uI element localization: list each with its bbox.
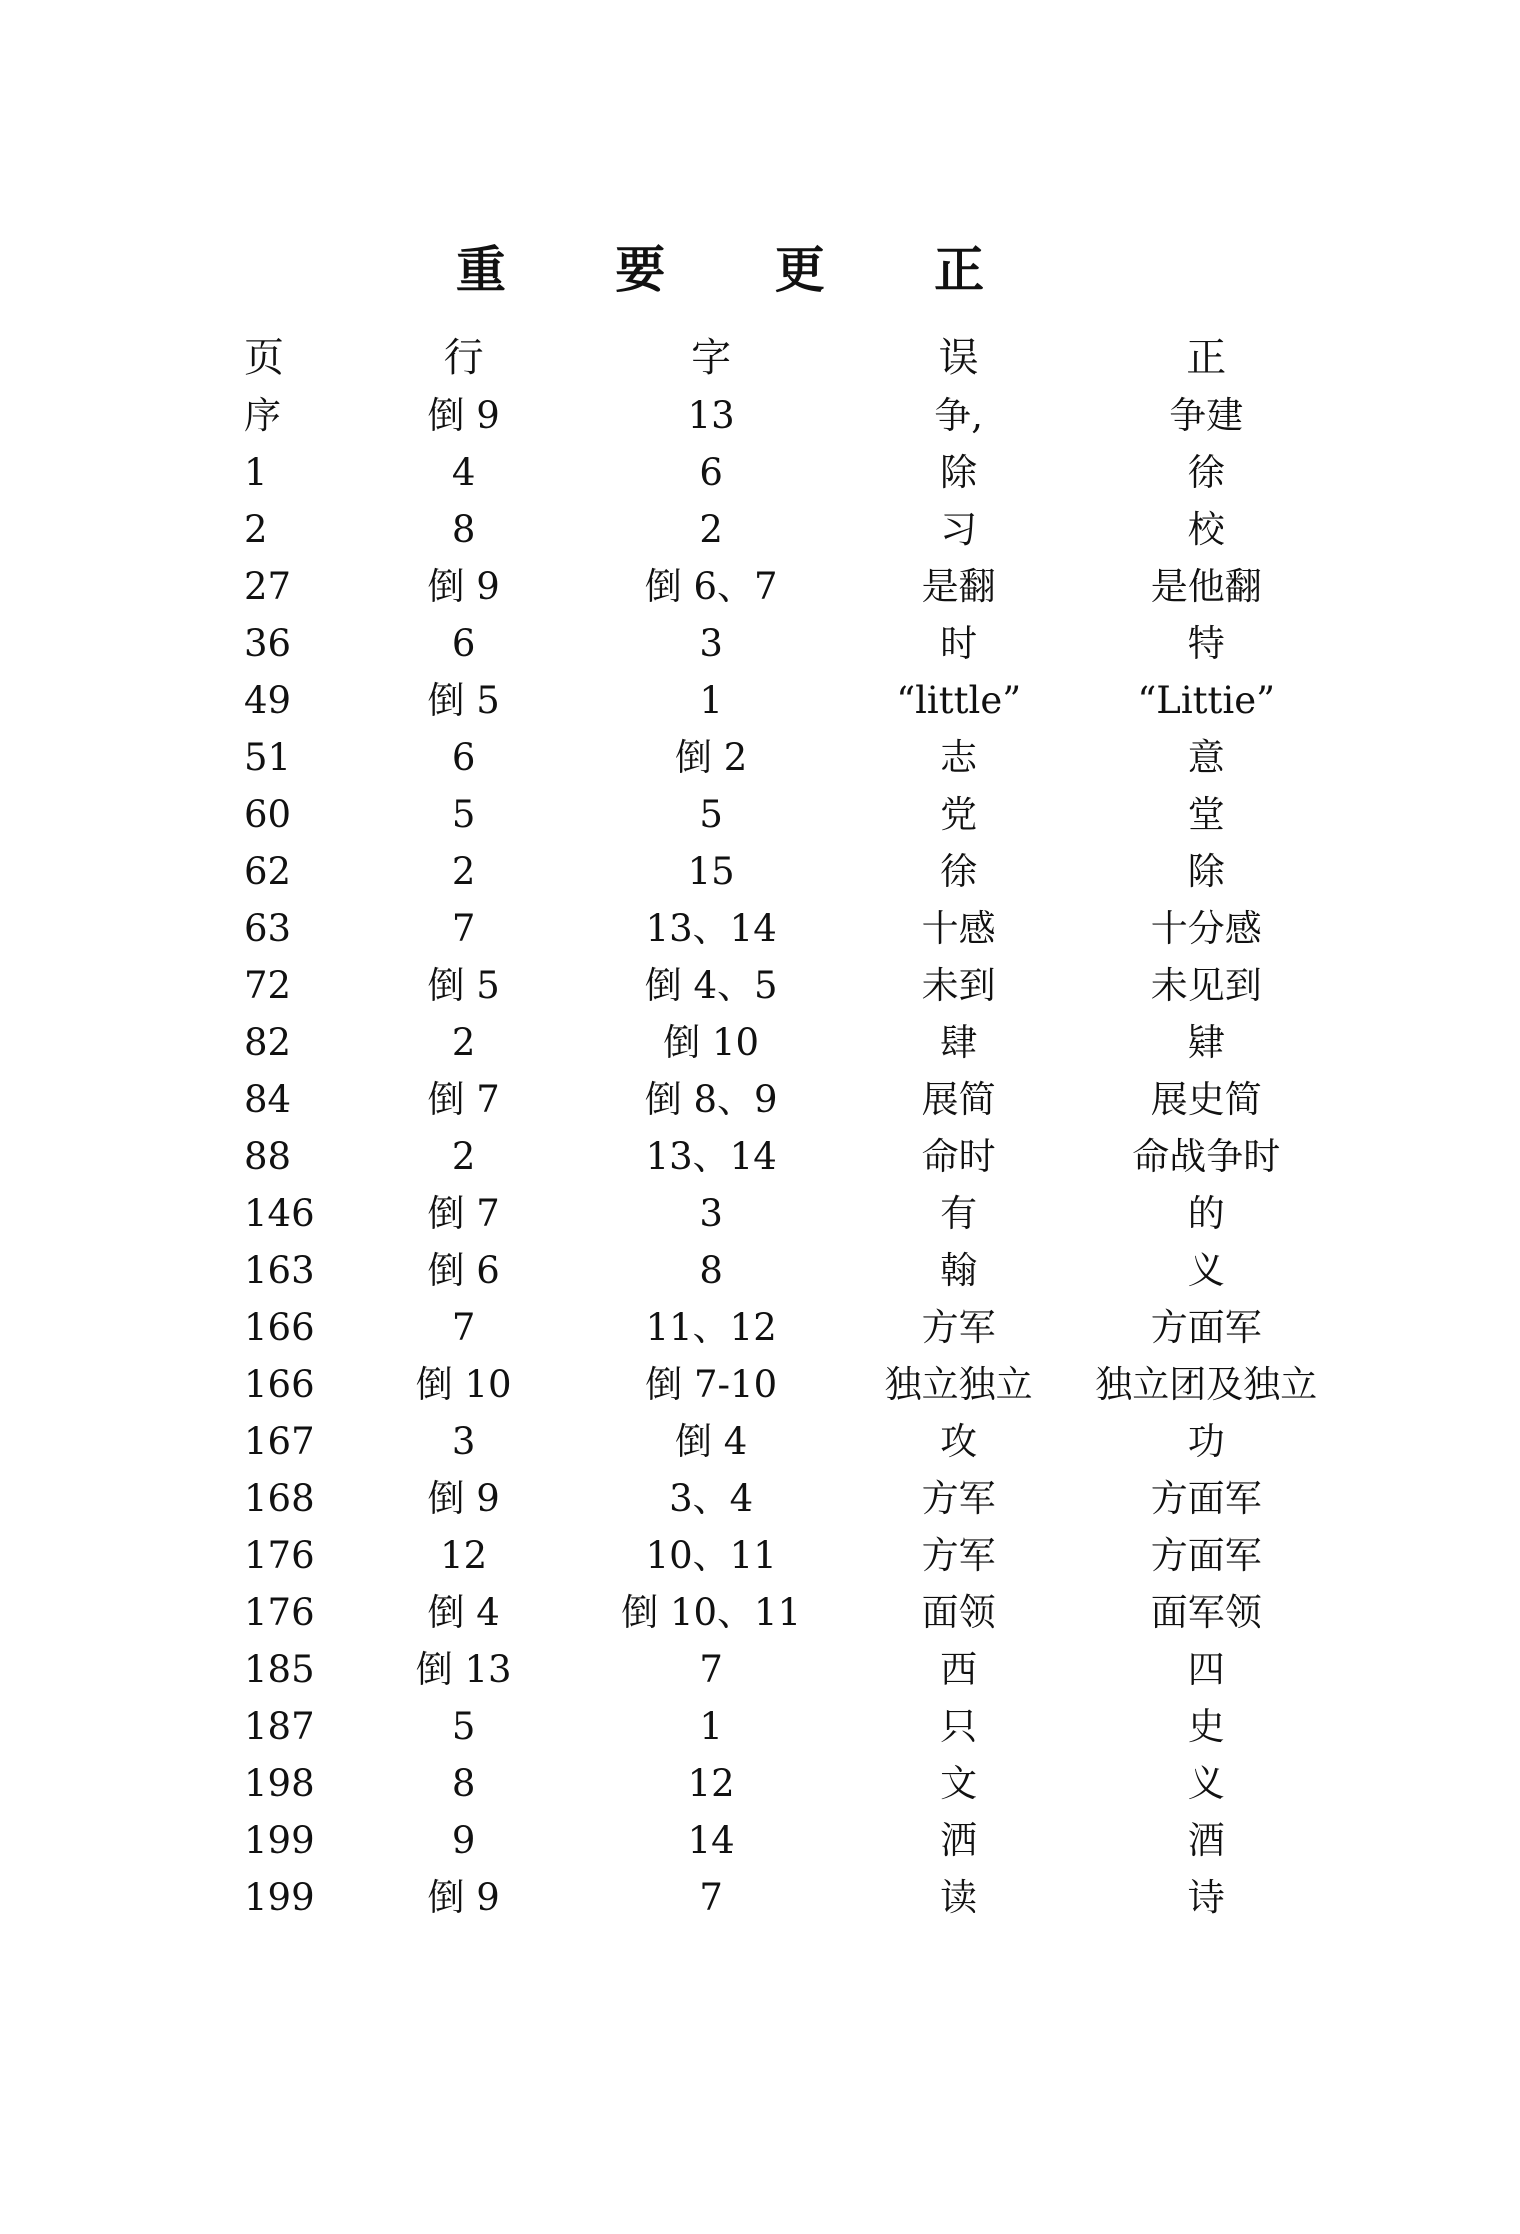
cell-char: 5 <box>699 793 723 836</box>
cell-line: 倒 13 <box>415 1648 512 1691</box>
cell-wrong: “little” <box>896 679 1022 722</box>
cell-right: 四 <box>1187 1648 1225 1691</box>
cell-right: 校 <box>1187 508 1225 551</box>
cell-page: 36 <box>244 622 292 665</box>
cell-wrong: 党 <box>940 793 978 836</box>
cell-right: 的 <box>1187 1192 1225 1235</box>
table-row <box>200 1242 1330 1299</box>
cell-char: 10、11 <box>645 1534 777 1577</box>
table-row <box>200 1356 1330 1413</box>
header-page: 页 <box>244 335 284 381</box>
cell-wrong: 未到 <box>921 964 996 1007</box>
table-row <box>200 843 1330 900</box>
cell-wrong: 展简 <box>921 1078 996 1121</box>
cell-char: 倒 4 <box>675 1420 748 1463</box>
cell-wrong: 独立独立 <box>884 1363 1033 1406</box>
cell-char: 13 <box>687 394 735 437</box>
cell-char: 倒 4、5 <box>644 964 778 1007</box>
cell-wrong: 十感 <box>921 907 996 950</box>
cell-char: 12 <box>687 1762 735 1805</box>
cell-page: 168 <box>244 1477 315 1520</box>
cell-line: 倒 9 <box>427 1477 500 1520</box>
cell-wrong: 习 <box>940 508 978 551</box>
cell-line: 8 <box>451 508 476 551</box>
cell-line: 倒 6 <box>427 1249 500 1292</box>
cell-char: 15 <box>687 850 735 893</box>
cell-line: 倒 9 <box>427 565 500 608</box>
cell-line: 7 <box>451 1306 476 1349</box>
cell-wrong: 方军 <box>921 1534 996 1577</box>
cell-right: 意 <box>1187 736 1225 779</box>
cell-page: 199 <box>244 1876 315 1919</box>
cell-wrong: 读 <box>940 1876 978 1919</box>
cell-char: 6 <box>699 451 723 494</box>
cell-page: 72 <box>244 964 292 1007</box>
cell-line: 5 <box>451 1705 476 1748</box>
cell-wrong: 西 <box>940 1648 978 1691</box>
cell-char: 3 <box>699 1192 723 1235</box>
cell-page: 163 <box>244 1249 315 1292</box>
cell-char: 2 <box>699 508 723 551</box>
cell-char: 13、14 <box>645 907 777 950</box>
cell-char: 14 <box>687 1819 735 1862</box>
cell-wrong: 翰 <box>940 1249 978 1292</box>
cell-char: 7 <box>699 1876 723 1919</box>
cell-page: 176 <box>244 1591 315 1634</box>
cell-page: 49 <box>244 679 292 722</box>
cell-page: 2 <box>244 508 268 551</box>
table-row <box>200 558 1330 615</box>
cell-right: 史 <box>1187 1705 1225 1748</box>
header-right: 正 <box>1186 335 1227 381</box>
cell-right: 未见到 <box>1150 964 1262 1007</box>
table-row <box>200 1128 1330 1185</box>
errata-table-body <box>200 387 1330 1926</box>
table-row <box>200 1299 1330 1356</box>
page-title: 重 要 更 正 <box>455 240 1031 299</box>
table-row <box>200 444 1330 501</box>
cell-char: 3 <box>699 622 723 665</box>
cell-line: 6 <box>451 736 476 779</box>
cell-page: 1 <box>244 451 268 494</box>
cell-line: 倒 5 <box>427 679 500 722</box>
cell-wrong: 有 <box>940 1192 978 1235</box>
table-row <box>200 729 1330 786</box>
cell-page: 序 <box>244 394 281 437</box>
cell-char: 1 <box>699 679 723 722</box>
cell-page: 63 <box>244 907 292 950</box>
cell-wrong: 只 <box>940 1705 978 1748</box>
cell-wrong: 徐 <box>940 850 978 893</box>
cell-page: 166 <box>244 1363 315 1406</box>
cell-right: 命战争时 <box>1132 1135 1281 1178</box>
table-header-row <box>200 330 1330 387</box>
cell-right: 十分感 <box>1150 907 1262 950</box>
header-wrong: 误 <box>938 335 979 381</box>
cell-line: 2 <box>451 850 476 893</box>
cell-line: 4 <box>451 451 476 494</box>
cell-char: 倒 2 <box>675 736 748 779</box>
cell-right: 是他翻 <box>1150 565 1262 608</box>
cell-right: 方面军 <box>1150 1306 1262 1349</box>
cell-line: 倒 7 <box>427 1192 500 1235</box>
cell-char: 3、4 <box>669 1477 754 1520</box>
cell-right: 方面军 <box>1150 1477 1262 1520</box>
table-row <box>200 615 1330 672</box>
cell-line: 倒 7 <box>427 1078 500 1121</box>
cell-wrong: 除 <box>940 451 978 494</box>
cell-page: 146 <box>244 1192 315 1235</box>
cell-right: 义 <box>1187 1762 1225 1805</box>
cell-page: 199 <box>244 1819 315 1862</box>
errata-table <box>200 330 1330 1926</box>
cell-char: 7 <box>699 1648 723 1691</box>
cell-page: 51 <box>244 736 292 779</box>
cell-line: 3 <box>451 1420 476 1463</box>
table-row <box>200 501 1330 558</box>
cell-wrong: 洒 <box>940 1819 978 1862</box>
cell-right: 功 <box>1187 1420 1225 1463</box>
cell-char: 倒 8、9 <box>644 1078 778 1121</box>
cell-page: 167 <box>244 1420 315 1463</box>
cell-wrong: 志 <box>940 736 978 779</box>
cell-wrong: 命时 <box>921 1135 996 1178</box>
cell-char: 倒 10、11 <box>621 1591 802 1634</box>
header-char: 字 <box>691 335 732 381</box>
cell-page: 82 <box>244 1021 292 1064</box>
cell-right: 义 <box>1187 1249 1225 1292</box>
cell-right: 特 <box>1187 622 1225 665</box>
cell-char: 1 <box>699 1705 723 1748</box>
cell-line: 倒 10 <box>415 1363 512 1406</box>
table-row <box>200 1527 1330 1584</box>
cell-char: 13、14 <box>645 1135 777 1178</box>
cell-wrong: 方军 <box>921 1306 996 1349</box>
cell-wrong: 肆 <box>940 1021 978 1064</box>
table-row <box>200 1812 1330 1869</box>
table-row <box>200 1698 1330 1755</box>
cell-line: 5 <box>451 793 476 836</box>
cell-page: 187 <box>244 1705 315 1748</box>
table-row <box>200 900 1330 957</box>
cell-char: 倒 7-10 <box>645 1363 778 1406</box>
cell-char: 8 <box>699 1249 723 1292</box>
table-row <box>200 1185 1330 1242</box>
cell-line: 倒 9 <box>427 1876 500 1919</box>
cell-right: 争建 <box>1169 394 1244 437</box>
cell-page: 27 <box>244 565 292 608</box>
cell-page: 198 <box>244 1762 315 1805</box>
cell-line: 2 <box>451 1135 476 1178</box>
cell-wrong: 争, <box>934 394 984 437</box>
table-row <box>200 786 1330 843</box>
cell-line: 倒 9 <box>427 394 500 437</box>
cell-right: 诗 <box>1187 1876 1225 1919</box>
cell-page: 166 <box>244 1306 315 1349</box>
cell-line: 12 <box>440 1534 488 1577</box>
cell-char: 倒 6、7 <box>644 565 778 608</box>
cell-line: 6 <box>451 622 476 665</box>
cell-right: 面军领 <box>1150 1591 1262 1634</box>
cell-char: 11、12 <box>645 1306 777 1349</box>
cell-line: 倒 5 <box>427 964 500 1007</box>
cell-wrong: 文 <box>940 1762 978 1805</box>
cell-right: “Littie” <box>1137 679 1276 722</box>
cell-char: 倒 10 <box>663 1021 760 1064</box>
table-row <box>200 1584 1330 1641</box>
cell-page: 62 <box>244 850 292 893</box>
cell-right: 酒 <box>1187 1819 1225 1862</box>
table-row <box>200 1413 1330 1470</box>
cell-wrong: 方军 <box>921 1477 996 1520</box>
cell-wrong: 面领 <box>921 1591 996 1634</box>
header-line: 行 <box>443 335 484 381</box>
cell-right: 独立团及独立 <box>1095 1363 1318 1406</box>
table-row <box>200 1470 1330 1527</box>
table-row <box>200 1641 1330 1698</box>
cell-page: 84 <box>244 1078 292 1121</box>
cell-line: 9 <box>451 1819 476 1862</box>
cell-page: 88 <box>244 1135 292 1178</box>
cell-line: 7 <box>451 907 476 950</box>
cell-right: 除 <box>1187 850 1225 893</box>
cell-wrong: 时 <box>940 622 978 665</box>
table-row <box>200 1755 1330 1812</box>
cell-right: 堂 <box>1187 793 1225 836</box>
table-row <box>200 672 1330 729</box>
cell-line: 2 <box>451 1021 476 1064</box>
table-row <box>200 1014 1330 1071</box>
table-row <box>200 387 1330 444</box>
cell-page: 176 <box>244 1534 315 1577</box>
cell-right: 方面军 <box>1150 1534 1262 1577</box>
cell-page: 60 <box>244 793 292 836</box>
cell-page: 185 <box>244 1648 315 1691</box>
cell-right: 徐 <box>1187 451 1225 494</box>
cell-right: 展史简 <box>1150 1078 1262 1121</box>
cell-right: 肄 <box>1187 1021 1225 1064</box>
cell-wrong: 是翻 <box>921 565 996 608</box>
cell-line: 8 <box>451 1762 476 1805</box>
cell-wrong: 攻 <box>940 1420 978 1463</box>
table-row <box>200 1071 1330 1128</box>
cell-line: 倒 4 <box>427 1591 500 1634</box>
table-row <box>200 957 1330 1014</box>
table-row <box>200 1869 1330 1926</box>
